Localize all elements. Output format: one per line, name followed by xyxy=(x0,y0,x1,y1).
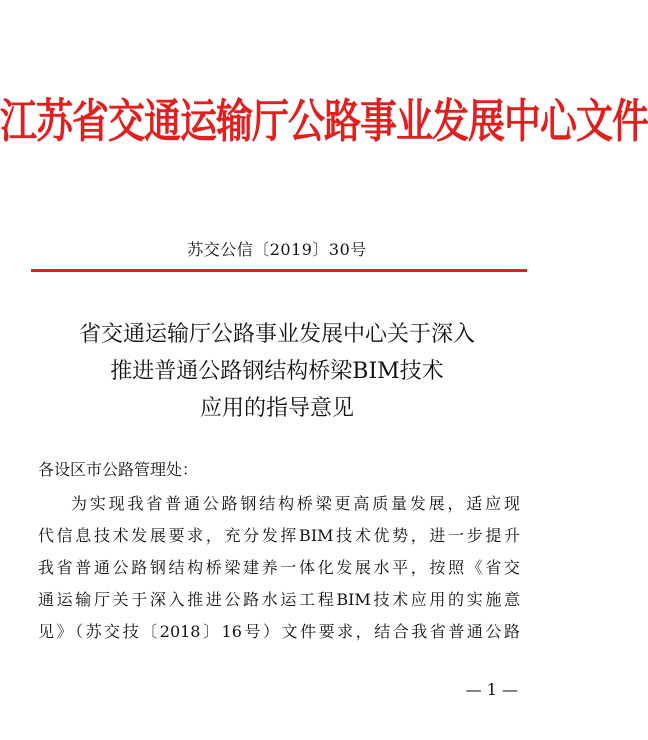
document-title xyxy=(0,316,554,427)
title-line: 推进普通公路钢结构桥梁BIM技术 xyxy=(110,359,444,384)
body-paragraph xyxy=(38,488,520,648)
red-divider-line xyxy=(31,269,527,272)
document-number: 苏交公信〔2019〕30号 xyxy=(187,240,367,259)
body-line: 为实现我省普通公路钢结构桥梁更高质量发展，适应现 xyxy=(71,494,520,513)
body-line: 见》（苏交技〔2018〕16号）文件要求，结合我省普通公路 xyxy=(38,622,520,641)
title-line: 省交通运输厅公路事业发展中心关于深入 xyxy=(78,322,475,347)
body-line: 我省普通公路钢结构桥梁建养一体化发展水平，按照《省交 xyxy=(38,558,520,577)
title-line: 应用的指导意见 xyxy=(199,396,354,421)
body-line: 通运输厅关于深入推进公路水运工程BIM技术应用的实施意 xyxy=(38,590,520,609)
body-line: 代信息技术发展要求，充分发挥BIM技术优势，进一步提升 xyxy=(38,526,520,545)
salutation: 各设区市公路管理处： xyxy=(38,460,199,479)
issuing-authority-header: 江苏省交通运输厅公路事业发展中心文件 xyxy=(0,94,648,149)
page-number: — 1 — xyxy=(465,680,518,699)
